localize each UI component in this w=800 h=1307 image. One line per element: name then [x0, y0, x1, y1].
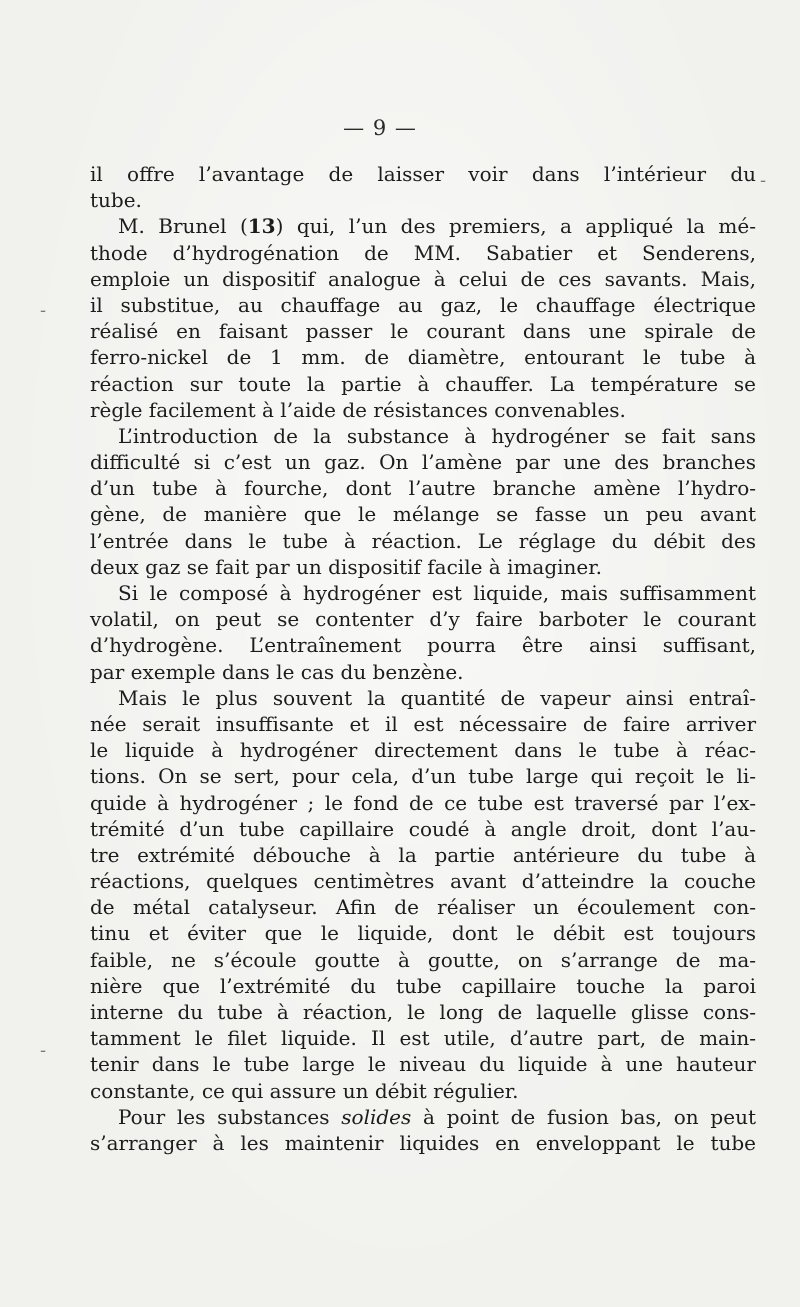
- text-line: [90, 1104, 756, 1130]
- text-line: volatil, on peut se contenter d’y faire barboter le courant: [90, 607, 756, 632]
- body-text: [90, 161, 756, 1156]
- text-line: de métal catalyseur. Afin de réaliser un écoulement con-: [90, 895, 756, 920]
- text-line: réactions, quelques centimètres avant d’atteindre la couche: [90, 869, 756, 894]
- text-line: Si le composé à hydrogéner est liquide, mais suffisamment: [118, 581, 756, 605]
- text-line: tions. On se sert, pour cela, d’un tube large qui reçoit le li-: [90, 764, 756, 789]
- text-line: deux gaz se fait par un dispositif facile à imaginer.: [90, 554, 602, 579]
- margin-mark: -: [40, 1040, 47, 1061]
- text-line: nière que l’extrémité du tube capillaire touche la paroi: [90, 973, 756, 998]
- text-line: quide à hydrogéner ; le fond de ce tube est traversé par l’ex-: [90, 790, 756, 815]
- text-line: thode d’hydrogénation de MM. Sabatier et Senderens,: [90, 240, 756, 265]
- italic-term: solides: [341, 1104, 412, 1129]
- text-line: s’arranger à les maintenir liquides en enveloppant le tube: [90, 1130, 756, 1155]
- text-line: l’entrée dans le tube à réaction. Le réglage du débit des: [90, 528, 756, 553]
- text-line: tube.: [90, 188, 142, 213]
- page-number: — 9 —: [343, 116, 417, 140]
- text-segment: M. Brunel (: [118, 214, 248, 239]
- text-line: réaction sur toute la partie à chauffer. La température se: [90, 371, 756, 396]
- text-line: faible, ne s’écoule goutte à goutte, on s’arrange de ma-: [90, 947, 756, 972]
- text-line: le liquide à hydrogéner directement dans le tube à réac-: [90, 738, 756, 763]
- text-line: règle facilement à l’aide de résistances convenables.: [90, 397, 626, 422]
- text-segment: Pour les substances: [118, 1104, 342, 1129]
- text-segment: ) qui, l’un des premiers, a appliqué la mé-: [275, 214, 756, 239]
- margin-mark: -: [760, 170, 767, 191]
- text-line: tinu et éviter que le liquide, dont le débit est toujours: [90, 921, 756, 946]
- text-line: interne du tube à réaction, le long de laquelle glisse cons-: [90, 1000, 756, 1024]
- text-line: L’introduction de la substance à hydrogéner se fait sans: [118, 423, 756, 448]
- text-line: difficulté si c’est un gaz. On l’amène par une des branches: [90, 450, 756, 475]
- text-line: [90, 213, 756, 239]
- text-line: emploie un dispositif analogue à celui de ces savants. Mais,: [90, 266, 756, 291]
- margin-mark: -: [40, 300, 47, 321]
- text-line: trémité d’un tube capillaire coudé à angle droit, dont l’au-: [90, 816, 756, 841]
- text-line: ferro-nickel de 1 mm. de diamètre, entourant le tube à: [90, 345, 756, 370]
- text-line: née serait insuffisante et il est nécessaire de faire arriver: [90, 711, 756, 736]
- text-line: Mais le plus souvent la quantité de vapeur ainsi entraî-: [118, 685, 756, 710]
- text-line: il offre l’avantage de laisser voir dans l’intérieur du: [90, 162, 756, 186]
- text-line: tenir dans le tube large le niveau du liquide à une hauteur: [90, 1052, 756, 1077]
- text-line: tamment le filet liquide. Il est utile, d’autre part, de main-: [90, 1026, 756, 1051]
- text-line: réalisé en faisant passer le courant dans une spirale de: [90, 319, 756, 344]
- text-line: gène, de manière que le mélange se fasse un peu avant: [90, 502, 756, 527]
- reference-number: 13: [247, 214, 276, 239]
- text-line: constante, ce qui assure un débit régulier.: [90, 1078, 519, 1103]
- text-line: d’un tube à fourche, dont l’autre branche amène l’hydro-: [90, 476, 756, 501]
- text-line: par exemple dans le cas du benzène.: [90, 659, 464, 684]
- text-segment: à point de fusion bas, on peut: [411, 1104, 756, 1129]
- text-line: d’hydrogène. L’entraînement pourra être ainsi suffisant,: [90, 633, 756, 658]
- text-line: il substitue, au chauffage au gaz, le chauffage électrique: [90, 292, 756, 317]
- text-line: tre extrémité débouche à la partie antérieure du tube à: [90, 842, 756, 867]
